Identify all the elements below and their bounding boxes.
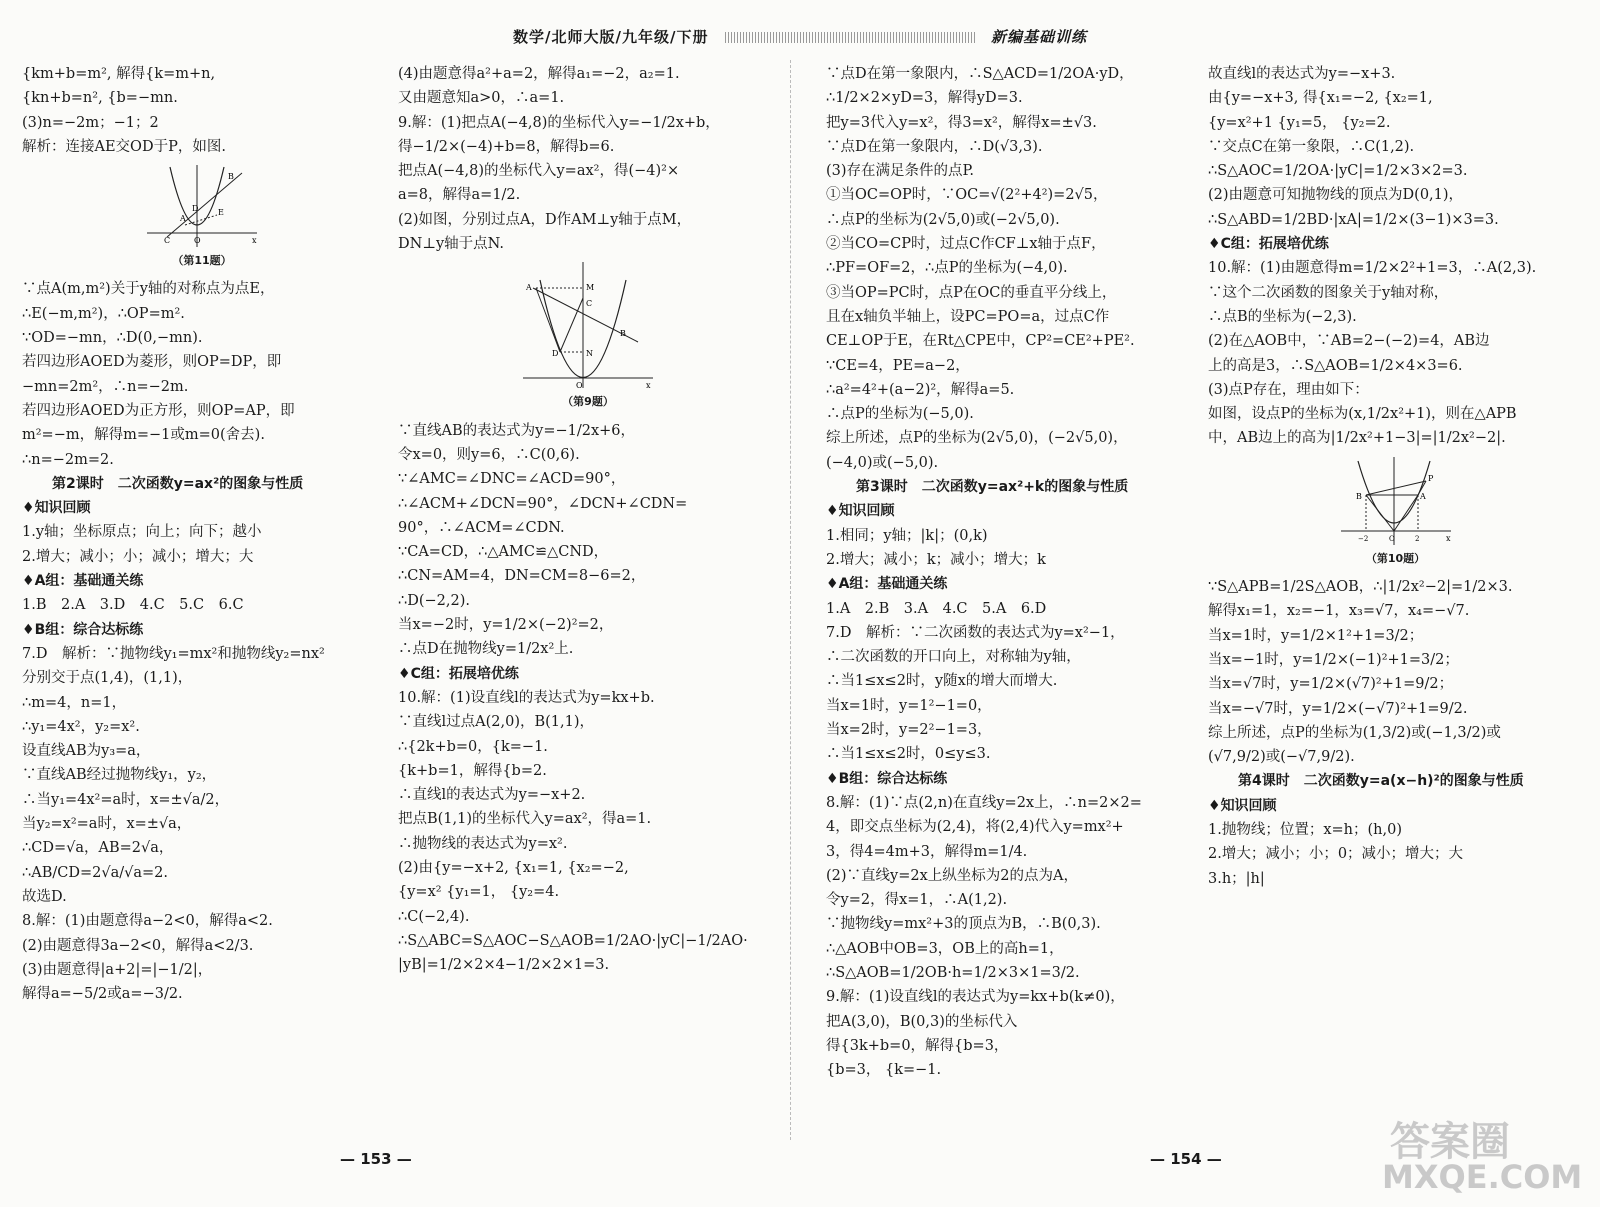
svg-text:x: x [252, 236, 257, 246]
text-line: 故选D. [22, 888, 67, 905]
text-line: 解析：连接AE交OD于P，如图. [22, 138, 226, 155]
text-line: ∴E(−m,m²)，∴OP=m². [22, 305, 185, 322]
text-line: ∴S△AOB=1/2OB·h=1/2×3×1=3/2. [826, 964, 1080, 981]
text-line: ∴S△ABC=S△AOC−S△AOB=1/2AO·|yC|−1/2AO· [398, 932, 748, 949]
text-line: (2)由{y=−x+2, {x₁=1, {x₂=−2, [398, 860, 629, 877]
col3-sec2-label: A组：基础通关练 [838, 576, 948, 593]
text-line: (3)由题意得|a+2|=|−1/2|， [22, 961, 213, 978]
text-line: ②当CO=CP时，过点C作CF⊥x轴于点F， [826, 236, 1106, 253]
text-line: 4，即交点坐标为(2,4)，将(2,4)代入y=mx²+ [826, 819, 1124, 836]
svg-text:x: x [1445, 533, 1451, 543]
text-line: 1.B 2.A 3.D 4.C 5.C 6.C [22, 597, 244, 614]
svg-text:−2: −2 [1357, 534, 1368, 543]
text-line: ∵CA=CD，∴△AMC≌△CND， [398, 544, 609, 561]
text-line: 故直线l的表达式为y=−x+3. [1208, 66, 1396, 82]
col3-section-knowledge: ♦知识回顾 [826, 503, 895, 520]
svg-text:x: x [646, 381, 651, 391]
text-line: 7.D 解析：∵二次函数的表达式为y=x²−1， [826, 624, 1125, 641]
text-line: {y=x² {y₁=1， {y₂=4. [398, 884, 560, 901]
text-line: 2.增大；减小；小；0；减小；增大；大 [1208, 846, 1464, 863]
text-line: 中，AB边上的高为|1/2x²+1−3|=|1/2x²−2|. [1208, 430, 1506, 447]
text-line: 上的高是3，∴S△AOB=1/2×4×3=6. [1208, 357, 1463, 374]
text-line: 10.解：(1)由题意得m=1/2×2²+1=3，∴A(2,3). [1208, 260, 1537, 277]
column-3 [826, 62, 1196, 1082]
svg-text:D: D [192, 204, 199, 214]
svg-text:O: O [576, 381, 583, 391]
text-line: (2)由题意可知抛物线的顶点为D(0,1)， [1208, 187, 1464, 204]
text-line: ∴a²=4²+(a−2)²，解得a=5. [826, 381, 1015, 398]
text-line: 当x=−1时，y=1/2×(−1)²+1=3/2； [1208, 651, 1459, 668]
text-line: ∴∠ACM+∠DCN=90°，∠DCN+∠CDN= [398, 495, 688, 512]
text-line: ∵直线l过点A(2,0)，B(1,1)， [398, 714, 595, 731]
text-line: ∵OD=−mn，∴D(0,−mn). [22, 330, 203, 347]
col2-sec1-label: C组：拓展培优练 [410, 665, 519, 682]
text-line: ∵点A(m,m²)关于y轴的对称点为点E， [22, 281, 275, 298]
text-line: ∴1/2×2×yD=3，解得yD=3. [826, 90, 1023, 107]
text-line: ∴直线l的表达式为y=−x+2. [398, 787, 586, 804]
text-line: ∵点D在第一象限内，∴D(√3,3). [826, 138, 1043, 155]
text-line: 3.h；|h| [1208, 870, 1265, 887]
text-line: (√7,9/2)或(−√7,9/2). [1208, 749, 1355, 766]
lesson-2-title: 第2课时 二次函数y=ax²的图象与性质 [52, 475, 304, 492]
text-line: 当x=1时，y=1/2×1²+1=3/2； [1208, 627, 1424, 644]
col3-section-a: ♦A组：基础通关练 [826, 576, 948, 593]
text-line: −mn=2m²，∴n=−2m. [22, 378, 189, 395]
text-line: 令x=0，则y=6，∴C(0,6). [398, 446, 580, 463]
text-line: (2)在△AOB中，∵AB=2−(−2)=4，AB边 [1208, 333, 1490, 350]
text-line: ①当OC=OP时，∵OC=√(2²+4²)=2√5， [826, 187, 1108, 204]
figure-10-caption: （第10题） [1365, 551, 1426, 565]
column-2 [398, 62, 778, 978]
col1-block-a [22, 62, 382, 159]
figure-11 [22, 163, 382, 273]
text-line: (−4,0)或(−5,0). [826, 454, 939, 471]
text-line: ∴y₁=4x²，y₂=x². [22, 718, 140, 735]
col4-block-b [1208, 256, 1583, 450]
text-line: ∴当1≤x≤2时，0≤y≤3. [826, 746, 991, 763]
text-line: ∵直线AB的表达式为y=−1/2x+6， [398, 422, 636, 439]
figure-9-caption: （第9题） [562, 395, 614, 409]
page-number-left: — 153 — [340, 1150, 412, 1168]
text-line: ∴n=−2m=2. [22, 451, 114, 468]
text-line: (3)n=−2m；−1；2 [22, 114, 159, 131]
text-line: 90°，∴∠ACM=∠CDN. [398, 519, 565, 536]
parabola-figure-9 [518, 260, 658, 390]
text-line: 如图，设点P的坐标为(x,1/2x²+1)，则在△APB [1208, 406, 1517, 423]
text-line: (2)如图，分别过点A，D作AM⊥y轴于点M， [398, 211, 692, 228]
svg-text:C: C [164, 236, 171, 246]
text-line: (4)由题意得a²+a=2，解得a₁=−2，a₂=1. [398, 66, 680, 82]
text-line: 当y₂=x²=a时，x=±√a， [22, 816, 192, 833]
text-line: 当x=2时，y=2²−1=3， [826, 722, 992, 739]
text-line: ∵S△APB=1/2S△AOB，∴|1/2x²−2|=1/2×3. [1208, 579, 1513, 596]
text-line: 设直线AB为y₃=a， [22, 743, 151, 760]
text-line: {b=3， {k=−1. [826, 1062, 942, 1079]
text-line: ∴当1≤x≤2时，y随x的增大而增大. [826, 673, 1058, 690]
figure-9 [398, 260, 778, 414]
text-line: 9.解：(1)设直线l的表达式为y=kx+b(k≠0)， [826, 989, 1125, 1006]
svg-text:A: A [180, 214, 186, 224]
page-number-right: — 154 — [1150, 1150, 1222, 1168]
col4-section-c: ♦C组：拓展培优练 [1208, 236, 1329, 253]
page-header [0, 26, 1600, 47]
text-line: (3)存在满足条件的点P. [826, 163, 974, 180]
text-line: a=8，解得a=1/2. [398, 187, 521, 204]
header-brand: 新编基础训练 [990, 28, 1087, 46]
text-line: CE⊥OP于E，在Rt△CPE中，CP²=CE²+PE². [826, 333, 1135, 350]
text-line: 解得a=−5/2或a=−3/2. [22, 986, 183, 1003]
text-line: ∵直线AB经过抛物线y₁，y₂， [22, 767, 217, 784]
text-line: ∴CN=AM=4，DN=CM=8−6=2， [398, 568, 646, 585]
svg-text:M: M [586, 283, 595, 293]
text-line: 9.解：(1)把点A(−4,8)的坐标代入y=−1/2x+b， [398, 114, 720, 131]
text-line: 当x=−√7时，y=1/2×(−√7)²+1=9/2. [1208, 700, 1468, 717]
col1-block-d [22, 593, 382, 617]
lesson-3-title: 第3课时 二次函数y=ax²+k的图象与性质 [856, 479, 1129, 496]
text-line: ∴{2k+b=0，{k=−1. [398, 738, 548, 755]
text-line: 综上所述，点P的坐标为(1,3/2)或(−1,3/2)或 [1208, 724, 1501, 741]
col4-section-knowledge: ♦知识回顾 [1208, 797, 1277, 814]
column-1 [22, 62, 382, 1006]
text-line: {y=x²+1 {y₁=5， {y₂=2. [1208, 114, 1391, 131]
svg-text:D: D [552, 349, 559, 359]
text-line: ∴S△ABD=1/2BD·|xA|=1/2×(3−1)×3=3. [1208, 211, 1499, 228]
watermark-logo: 答案圈 [1390, 1119, 1510, 1165]
text-line: ∴△AOB中OB=3，OB上的高h=1， [826, 940, 1064, 957]
text-line: ∴二次函数的开口向上，对称轴为y轴， [826, 649, 1081, 666]
col1-sec3-label: B组：综合达标练 [34, 621, 144, 638]
text-line: 2.增大；减小；小；减小；增大；大 [22, 548, 254, 565]
col1-section-b: ♦B组：综合达标练 [22, 621, 144, 638]
col3-block-c [826, 597, 1196, 767]
svg-text:E: E [218, 208, 224, 218]
col1-sec1-label: 知识回顾 [34, 500, 91, 517]
text-line: {k+b=1，解得{b=2. [398, 762, 547, 779]
text-line: ∴AB/CD=2√a/√a=2. [22, 864, 168, 881]
parabola-figure-11 [142, 163, 262, 249]
col3-block-b [826, 524, 1196, 573]
text-line: 令y=2，得x=1，∴A(1,2). [826, 892, 1008, 909]
text-line: 由{y=−x+3, 得{x₁=−2, {x₂=1, [1208, 90, 1433, 107]
text-line: 1.相同；y轴；|k|；(0,k) [826, 527, 988, 544]
text-line: 且在x轴负半轴上，设PC=PO=a，过点C作 [826, 308, 1110, 325]
col2-section-c: ♦C组：拓展培优练 [398, 665, 519, 682]
svg-text:C: C [586, 299, 593, 309]
header-title: 数学/北师大版/九年级/下册 [513, 28, 709, 46]
svg-text:P: P [1427, 473, 1433, 483]
figure-11-caption: （第11题） [172, 254, 232, 268]
text-line: |yB|=1/2×2×4−1/2×2×1=3. [398, 957, 610, 974]
col3-block-a [826, 62, 1196, 475]
text-line: ∴PF=OF=2，∴点P的坐标为(−4,0). [826, 260, 1068, 277]
page-divider [790, 60, 791, 1140]
text-line: 1.A 2.B 3.A 4.C 5.A 6.D [826, 600, 1047, 617]
svg-text:A: A [1419, 491, 1426, 501]
text-line: 8.解：(1)由题意得a−2<0，解得a<2. [22, 913, 273, 930]
svg-text:2: 2 [1414, 534, 1419, 543]
text-line: ∴点P的坐标为(−5,0). [826, 406, 974, 423]
text-line: m²=−m，解得m=−1或m=0(舍去). [22, 427, 265, 444]
text-line: 得−1/2×(−4)+b=8，解得b=6. [398, 138, 615, 155]
text-line: 若四边形AOED为菱形，则OP=DP，即 [22, 354, 282, 371]
col1-sec2-label: A组：基础通关练 [34, 573, 144, 590]
text-line: 10.解：(1)设直线l的表达式为y=kx+b. [398, 689, 655, 706]
col4-sec2-label: 知识回顾 [1220, 797, 1277, 814]
text-line: ∵点D在第一象限内，∴S△ACD=1/2OA·yD， [826, 66, 1134, 82]
text-line: ∵抛物线y=mx²+3的顶点为B，∴B(0,3). [826, 916, 1101, 933]
svg-text:A: A [526, 283, 532, 293]
text-line: ∴当y₁=4x²=a时，x=±√a/2， [22, 791, 230, 808]
figure-10 [1208, 455, 1583, 571]
text-line: ∵交点C在第一象限，∴C(1,2). [1208, 138, 1415, 155]
text-line: 当x=−2时，y=1/2×(−2)²=2， [398, 617, 614, 634]
col3-section-b: ♦B组：综合达标练 [826, 770, 948, 787]
svg-text:B: B [620, 329, 626, 339]
col3-block-d [826, 791, 1196, 1083]
svg-text:B: B [228, 172, 234, 182]
text-line: 综上所述，点P的坐标为(2√5,0)，(−2√5,0)， [826, 430, 1128, 447]
col4-block-a [1208, 62, 1583, 232]
svg-text:B: B [1355, 491, 1362, 501]
text-line: ∴D(−2,2). [398, 592, 470, 609]
lesson-4-title: 第4课时 二次函数y=a(x−h)²的图象与性质 [1238, 773, 1524, 790]
watermark-url: MXQE.COM [1382, 1158, 1583, 1196]
text-line: ∴抛物线的表达式为y=x². [398, 835, 568, 852]
svg-text:N: N [586, 349, 593, 359]
text-line: DN⊥y轴于点N. [398, 236, 505, 253]
text-line: 若四边形AOED为正方形，则OP=AP，即 [22, 402, 295, 419]
text-line: 把点B(1,1)的坐标代入y=ax²，得a=1. [398, 811, 652, 828]
text-line: {km+b=m², 解得{k=m+n, [22, 66, 216, 82]
text-line: ∴C(−2,4). [398, 908, 470, 925]
col3-sec3-label: B组：综合达标练 [838, 770, 948, 787]
text-line: 7.D 解析：∵抛物线y₁=mx²和抛物线y₂=nx² [22, 645, 325, 662]
text-line: 得{3k+b=0，解得{b=3， [826, 1037, 1009, 1054]
text-line: 把点A(−4,8)的坐标代入y=ax²，得(−4)²× [398, 163, 680, 180]
text-line: 把y=3代入y=x²，得3=x²，解得x=±√3. [826, 114, 1097, 131]
text-line: (3)点P存在，理由如下： [1208, 381, 1369, 398]
text-line: ∵CE=4，PE=a−2， [826, 357, 970, 374]
text-line: ∴点B的坐标为(−2,3). [1208, 308, 1357, 325]
col3-sec1-label: 知识回顾 [838, 503, 895, 520]
col4-block-c [1208, 575, 1583, 769]
text-line: 2.增大；减小；k；减小；增大；k [826, 551, 1046, 568]
col1-block-c [22, 520, 382, 569]
text-line: 8.解：(1)∵点(2,n)在直线y=2x上，∴n=2×2= [826, 794, 1142, 811]
text-line: ∴CD=√a，AB=2√a， [22, 840, 174, 857]
col4-block-d [1208, 818, 1583, 891]
text-line: ∴m=4，n=1， [22, 694, 127, 711]
text-line: (2)∵直线y=2x上纵坐标为2的点为A， [826, 867, 1078, 884]
text-line: 1.y轴；坐标原点；向上；向下；越小 [22, 524, 262, 541]
text-line: ∴点D在抛物线y=1/2x²上. [398, 641, 574, 658]
col2-block-a [398, 62, 778, 256]
svg-text:O: O [1388, 534, 1395, 543]
text-line: 当x=1时，y=1²−1=0， [826, 697, 992, 714]
text-line: ∵这个二次函数的图象关于y轴对称， [1208, 284, 1449, 301]
text-line: (2)由题意得3a−2<0，解得a<2/3. [22, 937, 254, 954]
col1-block-e [22, 642, 382, 1006]
text-line: 分别交于点(1,4)，(1,1)， [22, 670, 193, 687]
svg-text:O: O [194, 236, 201, 246]
text-line: 3，得4=4m+3，解得m=1/4. [826, 843, 1028, 860]
text-line: ③当OP=PC时，点P在OC的垂直平分线上， [826, 284, 1117, 301]
text-line: ∴点P的坐标为(2√5,0)或(−2√5,0). [826, 211, 1060, 228]
column-4 [1208, 62, 1583, 891]
col1-block-b [22, 277, 382, 471]
text-line: {kn+b=n², {b=−mn. [22, 90, 178, 107]
text-line: 把A(3,0)，B(0,3)的坐标代入 [826, 1013, 1018, 1030]
text-line: 1.抛物线；位置；x=h；(h,0) [1208, 822, 1402, 839]
col1-section-knowledge: ♦知识回顾 [22, 500, 91, 517]
text-line: ∵∠AMC=∠DNC=∠ACD=90°， [398, 471, 626, 488]
text-line: 解得x₁=1，x₂=−1，x₃=√7，x₄=−√7. [1208, 603, 1470, 620]
parabola-figure-10 [1336, 455, 1456, 547]
text-line: 当x=√7时，y=1/2×(√7)²+1=9/2； [1208, 676, 1454, 693]
col4-sec1-label: C组：拓展培优练 [1220, 236, 1329, 253]
col1-section-a: ♦A组：基础通关练 [22, 573, 144, 590]
text-line: 又由题意知a>0，∴a=1. [398, 90, 565, 107]
col2-block-b [398, 419, 778, 662]
col2-block-c [398, 686, 778, 978]
header-hatch [725, 32, 975, 43]
text-line: ∴S△AOC=1/2OA·|yC|=1/2×3×2=3. [1208, 163, 1468, 180]
